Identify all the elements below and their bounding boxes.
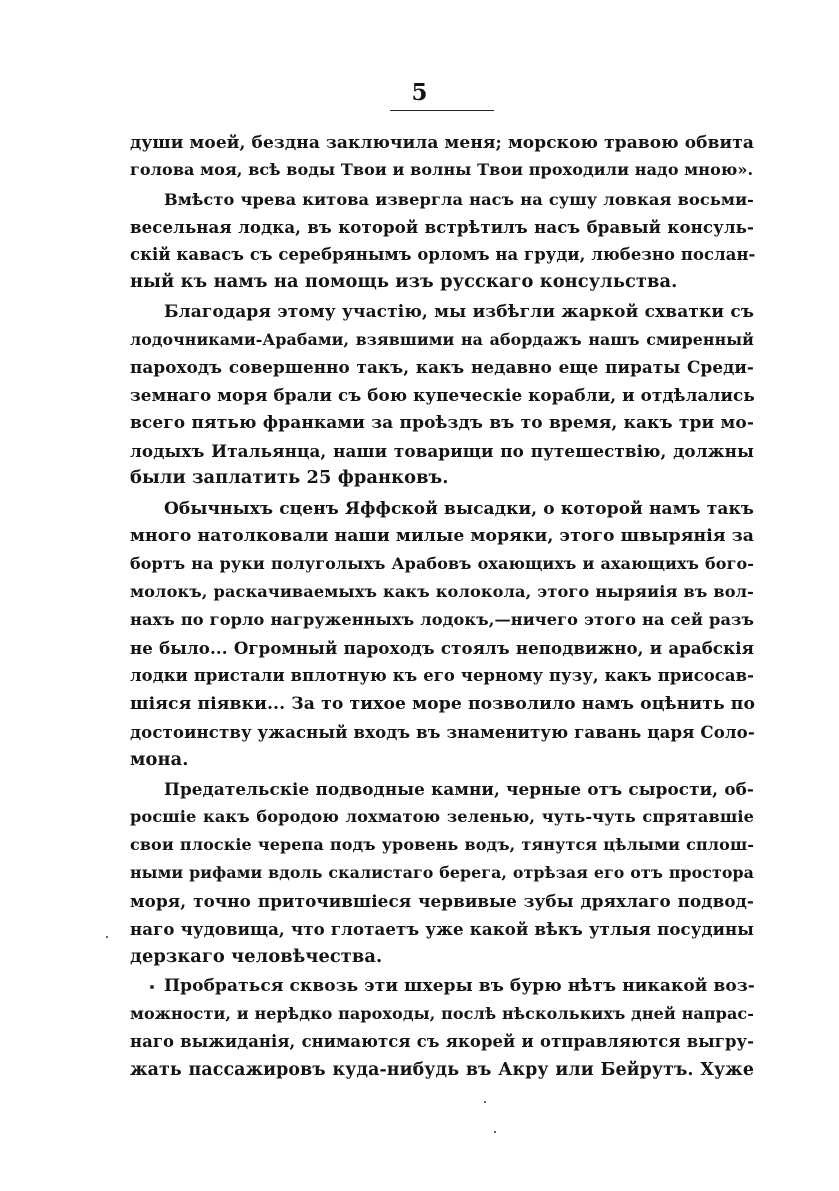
text-line: достоинству ужасный входъ въ знаменитую гавань царя Соло- <box>130 722 755 742</box>
text-line: ный къ намъ на помощь изъ русскаго консульства. <box>130 271 678 292</box>
scan-speck <box>150 985 154 989</box>
text-line: всего пятью франками за проѣздъ въ то время, какъ три мо- <box>130 413 754 433</box>
scan-speck <box>494 1131 496 1133</box>
text-line: моря, точно приточившіеся червивые зубы дряхлаго подвод- <box>130 891 754 911</box>
text-line: души моей, бездна заключила меня; морскою травою обвита <box>130 133 754 153</box>
text-line: Благодаря этому участію, мы избѣгли жаркой схватки съ <box>164 302 754 322</box>
text-line: лодочниками-Арабами, взявшими на абордажъ нашъ смиренный <box>130 330 754 349</box>
page-number: 5 <box>411 79 428 106</box>
text-line: жать пассажировъ куда-нибудь въ Акру или Бейрутъ. Хуже <box>130 1060 754 1080</box>
text-line: Вмѣсто чрева китова извергла насъ на сушу ловкая восьми- <box>164 190 754 209</box>
text-line: Обычныхъ сценъ Яффской высадки, о которой намъ такъ <box>164 499 754 519</box>
text-line: росшіе какъ бородою лохматою зеленью, чуть-чуть спрятавшіе <box>130 807 754 826</box>
text-line: весельная лодка, въ которой встрѣтилъ насъ бравый консуль- <box>130 217 754 237</box>
text-line: голова моя, всѣ воды Твои и волны Твои проходили надо мною». <box>130 160 754 179</box>
text-line: бортъ на руки полуголыхъ Арабовъ охающихъ и ахающихъ бого- <box>130 554 754 573</box>
text-line: можности, и нерѣдко пароходы, послѣ нѣсколькихъ дней напрас- <box>130 1004 754 1023</box>
text-line: Предательскіе подводные камни, черные отъ сырости, об- <box>164 779 754 799</box>
text-line: земнаго моря брали съ бою купеческіе корабли, и отдѣлались <box>130 385 755 405</box>
text-line: свои плоскіе черепа подъ уровень водъ, тянутся цѣлыми сплош- <box>130 835 754 854</box>
text-line: мона. <box>130 749 189 770</box>
text-line: не было... Огромный пароходъ стоялъ неподвижно, и арабскія <box>130 638 754 658</box>
text-line: наго чудовища, что глотаетъ уже какой вѣкъ утлыя посудины <box>130 919 754 939</box>
page-number-rule <box>390 110 494 111</box>
text-line: были заплатить 25 франковъ. <box>130 467 449 488</box>
text-line: дерзкаго человѣчества. <box>130 946 383 967</box>
text-line: ными рифами вдоль скалистаго берега, отрѣзая его отъ простора <box>130 863 754 882</box>
text-line: шіяся піявки... За то тихое море позволило намъ оцѣнить по <box>130 694 756 714</box>
text-line: молокъ, раскачиваемыхъ какъ колокола, этого ныряиія въ вол- <box>130 582 754 601</box>
text-line: пароходъ совершенно такъ, какъ недавно еще пираты Среди- <box>130 357 754 377</box>
text-line: Пробраться сквозь эти шхеры въ бурю нѣтъ никакой воз- <box>164 976 755 996</box>
text-line: лодыхъ Итальянца, наши товарищи по путешествію, должны <box>130 441 754 461</box>
text-line: скій кавасъ съ серебрянымъ орломъ на груди, любезно послан- <box>130 245 756 264</box>
text-line: наго выжиданія, снимаются съ якорей и отправляются выгру- <box>130 1032 754 1051</box>
text-line: много натолковали наши милые моряки, этого швырянія за <box>130 526 755 546</box>
scan-speck <box>484 1101 486 1103</box>
text-line: лодки пристали вплотную къ его черному пузу, какъ присосав- <box>130 666 754 685</box>
text-line: нахъ по горло нагруженныхъ лодокъ,—ничего этого на сей разъ <box>130 610 754 629</box>
scan-speck <box>106 936 108 938</box>
